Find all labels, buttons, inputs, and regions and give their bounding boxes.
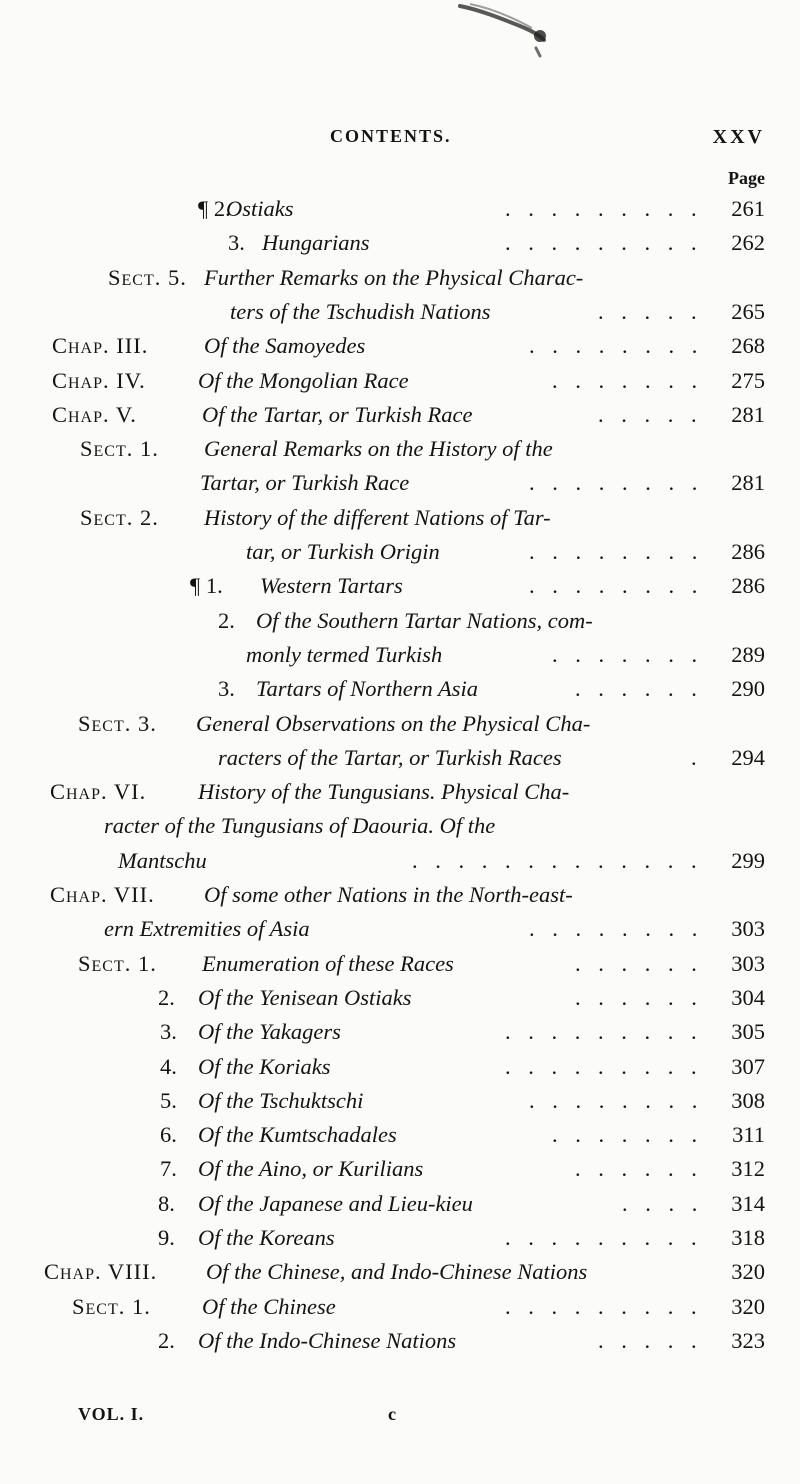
toc-entry-page: 299 [731, 847, 765, 873]
toc-entry [0, 191, 765, 226]
toc-entry-title: Of the Tschuktschi [198, 1087, 364, 1113]
toc-entry-leader: . . . . . . . . [529, 916, 704, 942]
toc-entry-label: 4. [160, 1053, 177, 1079]
toc-entry [0, 1254, 765, 1289]
toc-entry [0, 1323, 765, 1358]
toc-entry-page: 311 [732, 1122, 765, 1148]
toc-entry-leader: . . . . . [598, 1327, 703, 1353]
toc-entry-label: 2. [218, 607, 235, 633]
toc-entry-leader: . . . . . [598, 401, 703, 427]
toc-entry-title: Of the Aino, or Kurilians [198, 1156, 424, 1182]
toc-entry-label: Sect. 3. [78, 710, 157, 736]
toc-entry [0, 1186, 765, 1221]
toc-entry-title: Of the Yenisean Ostiaks [198, 984, 412, 1010]
toc-entry-page: 262 [731, 230, 765, 256]
toc-entry-leader: . . . . . . . . [529, 470, 704, 496]
toc-entry-title: tar, or Turkish Origin [246, 539, 440, 564]
toc-entry [0, 1049, 765, 1084]
toc-entry-title: Of the Samoyedes [204, 333, 366, 359]
toc-entry-leader: . . . . . . . . [529, 333, 704, 359]
toc-entry-title: Enumeration of these Races [202, 950, 454, 976]
toc-entry-leader: . . . . . . . . . [505, 1053, 703, 1079]
toc-entry-leader: . . . . . . . [552, 1122, 704, 1148]
toc-entry-title: ern Extremities of Asia [104, 916, 310, 942]
toc-entry-page: 290 [731, 676, 765, 702]
toc-entry [0, 294, 765, 329]
toc-entry-label: Chap. VIII. [44, 1259, 158, 1285]
toc-entry-title: Of the Chinese [202, 1293, 336, 1319]
toc-entry [0, 706, 765, 741]
toc-entry-title: History of the Tungusians. Physical Cha- [198, 779, 570, 805]
toc-entry-title: History of the different Nations of Tar- [204, 504, 551, 530]
toc-entry-title: Hungarians [262, 230, 370, 256]
toc-entry [0, 328, 765, 363]
toc-entry-title: Tartars of Northern Asia [256, 676, 478, 702]
page-folio: XXV [712, 126, 765, 148]
toc-entry-title: ters of the Tschudish Nations [230, 298, 491, 324]
toc-entry-label: Chap. V. [52, 401, 137, 427]
toc-entry-page: 275 [731, 367, 765, 393]
toc-entry-title: Of the Koreans [198, 1225, 335, 1250]
toc-entry [0, 808, 765, 843]
toc-entry-page: 261 [731, 196, 765, 221]
toc-entry [0, 225, 765, 260]
toc-entry-page: 303 [731, 950, 765, 976]
toc-entry-page: 281 [731, 470, 765, 496]
toc-entry-title: Ostiaks [226, 196, 294, 221]
toc-entry [0, 1083, 765, 1118]
toc-entry-label: 2. [158, 1327, 175, 1353]
toc-entry-leader: . . . . . . . . . [505, 196, 703, 221]
toc-entry-page: 265 [731, 298, 765, 324]
toc-entry [0, 500, 765, 535]
toc-entry-label: 5. [160, 1087, 177, 1113]
toc-entry [0, 671, 765, 706]
toc-entry-title: Of the Southern Tartar Nations, com- [256, 607, 593, 633]
toc-entry [0, 1117, 765, 1152]
toc-entry-page: 286 [731, 573, 765, 599]
toc-entry-page: 314 [731, 1190, 765, 1216]
toc-entry-page: 286 [731, 539, 765, 564]
running-title: CONTENTS. [330, 126, 452, 146]
toc-entry-page: 268 [731, 333, 765, 359]
toc-entry-title: Of the Yakagers [198, 1019, 341, 1045]
toc-entry-label: 2. [158, 984, 175, 1010]
toc-entry-title: General Remarks on the History of the [204, 436, 553, 462]
toc-entry [0, 363, 765, 398]
toc-entry-title: Of some other Nations in the North-east- [204, 882, 573, 907]
toc-entry [0, 1220, 765, 1255]
toc-entry-leader: . . . . [622, 1190, 704, 1216]
toc-entry-leader: . . . . . . . . [529, 1087, 704, 1113]
page-column-heading: Page [728, 168, 765, 188]
toc-entry [0, 1014, 765, 1049]
toc-entry-leader: . . . . . . . . [529, 573, 704, 599]
toc-entry-label: 8. [158, 1190, 175, 1216]
toc-entry-label: 6. [160, 1122, 177, 1148]
toc-entry-leader: . . . . . . . . . [505, 1293, 703, 1319]
toc-entry-page: 318 [731, 1225, 765, 1250]
toc-entry [0, 980, 765, 1015]
toc-entry [0, 431, 765, 466]
toc-entry-page: 303 [731, 916, 765, 942]
toc-entry-leader: . . . . . . [575, 1156, 703, 1182]
toc-entry [0, 568, 765, 603]
toc-entry-label: Chap. VI. [50, 779, 147, 805]
toc-entry-title: monly termed Turkish [246, 641, 443, 667]
toc-entry-page: 281 [731, 401, 765, 427]
toc-entry-title: Mantschu [118, 847, 207, 873]
toc-entry-title: Further Remarks on the Physical Charac- [204, 264, 584, 290]
toc-entry-page: 323 [731, 1327, 765, 1353]
toc-entry-label: Sect. 5. [108, 264, 187, 290]
ink-smudge-mark [440, 0, 570, 60]
toc-entry [0, 911, 765, 946]
toc-entry [0, 877, 765, 912]
signature-mark: c [388, 1404, 396, 1424]
toc-entry-label: ¶ 2. [198, 196, 231, 221]
toc-entry-leader: . . . . . . [575, 984, 703, 1010]
toc-entry-label: Chap. VII. [50, 882, 155, 907]
toc-entry-page: 304 [731, 984, 765, 1010]
toc-entry [0, 740, 765, 775]
toc-entry-label: 3. [228, 230, 245, 256]
toc-entry [0, 260, 765, 295]
toc-entry-page: 320 [731, 1259, 765, 1285]
toc-entry-page: 308 [731, 1087, 765, 1113]
toc-entry-page: 320 [731, 1293, 765, 1319]
toc-entry-label: Chap. III. [52, 333, 149, 359]
toc-entry-page: 294 [731, 744, 765, 770]
toc-entry [0, 774, 765, 809]
page-footer [0, 1404, 800, 1434]
toc-entry [0, 1151, 765, 1186]
toc-entry-leader: . . . . . . . . [529, 539, 704, 564]
toc-entry [0, 397, 765, 432]
volume-label: VOL. I. [78, 1404, 145, 1424]
toc-entry-leader: . . . . . . . . . . . . . [412, 847, 703, 873]
toc-entry-title: racter of the Tungusians of Daouria. Of the [104, 813, 496, 839]
toc-entry-page: 305 [731, 1019, 765, 1045]
toc-entry-leader: . . . . . . . [552, 641, 704, 667]
toc-entry-title: Tartar, or Turkish Race [200, 470, 410, 496]
toc-entry-label: 9. [158, 1225, 175, 1250]
toc-entry-page: 307 [731, 1053, 765, 1079]
toc-entry-leader: . . . . . . . . . [505, 230, 703, 256]
toc-entry-title: Western Tartars [260, 573, 403, 599]
toc-entry [0, 843, 765, 878]
toc-entry-leader: . . . . . . [575, 950, 703, 976]
toc-entry-leader: . . . . . . . . . [505, 1019, 703, 1045]
toc-entry-leader: . [691, 744, 703, 770]
toc-entry-label: Sect. 1. [72, 1293, 151, 1319]
toc-entry-label: 7. [160, 1156, 177, 1182]
toc-entry-title: General Observations on the Physical Cha- [196, 710, 591, 736]
toc-entry-label: Sect. 1. [80, 436, 159, 462]
toc-entry-title: Of the Koriaks [198, 1053, 331, 1079]
toc-entry-label: Chap. IV. [52, 367, 146, 393]
toc-entry-page: 289 [731, 641, 765, 667]
toc-entry [0, 465, 765, 500]
running-header [50, 126, 765, 156]
toc-entry-leader: . . . . . [598, 298, 703, 324]
toc-entry-label: Sect. 1. [78, 950, 157, 976]
toc-entry-leader: . . . . . . . . . [505, 1225, 703, 1250]
toc-entry-title: Of the Indo-Chinese Nations [198, 1327, 457, 1353]
toc-entry-label: ¶ 1. [190, 573, 223, 599]
toc-entry-title: racters of the Tartar, or Turkish Races [218, 744, 562, 770]
toc-entry-title: Of the Tartar, or Turkish Race [202, 401, 473, 427]
toc-entry [0, 603, 765, 638]
toc-entry-page: 312 [731, 1156, 765, 1182]
toc-entry-label: 3. [218, 676, 235, 702]
toc-entry-label: 3. [160, 1019, 177, 1045]
toc-entry [0, 1289, 765, 1324]
toc-entry-title: Of the Japanese and Lieu-kieu [198, 1190, 473, 1216]
toc-entry [0, 637, 765, 672]
toc-entry [0, 946, 765, 981]
toc-entry-leader: . . . . . . [575, 676, 703, 702]
toc-entry [0, 534, 765, 569]
toc-entry-title: Of the Mongolian Race [198, 367, 409, 393]
toc-entry-label: Sect. 2. [80, 504, 159, 530]
toc-entry-leader: . . . . . . . [552, 367, 704, 393]
toc-entry-title: Of the Kumtschadales [198, 1122, 397, 1148]
toc-entry-title: Of the Chinese, and Indo-Chinese Nations [206, 1259, 588, 1285]
